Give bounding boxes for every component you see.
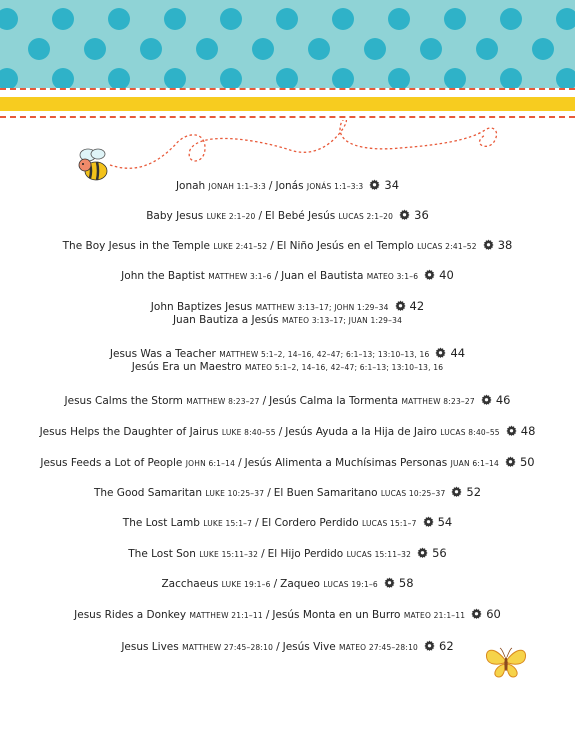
- polka-dot: [108, 8, 130, 30]
- spanish-scripture-ref: JUAN 6:1–14: [450, 459, 499, 468]
- english-scripture-ref: LUKE 2:1–20: [206, 212, 256, 221]
- toc-entry[interactable]: [0, 547, 575, 561]
- yellow-band: [0, 97, 575, 111]
- polka-dot: [500, 8, 522, 30]
- spanish-scripture-ref: LUCAS 15:1–7: [361, 519, 417, 528]
- spanish-scripture-ref: LUCAS 2:1–20: [338, 212, 394, 221]
- spanish-title: Zaqueo: [280, 578, 320, 590]
- polka-dot: [388, 8, 410, 30]
- gear-icon: [505, 456, 516, 467]
- spanish-title: Jesús Ayuda a la Hija de Jairo: [285, 426, 437, 438]
- toc-entry[interactable]: [0, 300, 575, 327]
- english-title: Jonah: [175, 180, 206, 192]
- english-scripture-ref: LUKE 15:11–32: [199, 550, 259, 559]
- spanish-title: Jesús Calma la Tormenta: [269, 395, 399, 407]
- english-scripture-ref: JOHN 6:1–14: [185, 459, 236, 468]
- polka-dot: [532, 38, 554, 60]
- toc-entry-line: [0, 577, 575, 591]
- page-number: 56: [432, 546, 447, 560]
- page-number: 44: [450, 346, 466, 360]
- page-number: 36: [414, 208, 429, 222]
- toc-entry[interactable]: [0, 486, 575, 500]
- english-title: Jesus Calms the Storm: [64, 395, 183, 407]
- title-separator: /: [278, 426, 283, 438]
- title-separator: /: [255, 517, 259, 529]
- spanish-title: Jesús Era un Maestro: [131, 361, 242, 373]
- title-separator: /: [262, 395, 267, 407]
- toc-entry[interactable]: [0, 608, 575, 622]
- page-number: 34: [384, 178, 400, 192]
- toc-entry[interactable]: [0, 209, 575, 223]
- title-separator: /: [270, 240, 274, 252]
- english-title: Jesus Feeds a Lot of People: [40, 457, 183, 469]
- toc-entry-line: [0, 314, 575, 327]
- dashed-stripe-bottom: [0, 116, 575, 118]
- spanish-title: Juan el Bautista: [281, 270, 364, 282]
- english-title: The Good Samaritan: [93, 487, 202, 499]
- gear-icon: [481, 394, 492, 405]
- toc-entry-line: [0, 179, 575, 193]
- english-title: Baby Jesus: [146, 210, 204, 222]
- polka-dot-banner: [0, 0, 575, 88]
- spanish-scripture-ref: LUCAS 2:41–52: [417, 242, 477, 251]
- polka-dot: [276, 68, 298, 88]
- gear-icon: [471, 608, 482, 619]
- toc-entry[interactable]: [0, 425, 575, 439]
- toc-entry-line: [0, 209, 575, 223]
- toc-entry[interactable]: [0, 456, 575, 470]
- english-scripture-ref: JONAH 1:1–3:3: [208, 182, 266, 191]
- spanish-title: El Buen Samaritano: [273, 487, 378, 499]
- title-separator: /: [238, 457, 242, 469]
- toc-entry-line: [0, 425, 575, 439]
- page-number: 62: [439, 639, 454, 653]
- spanish-scripture-ref: MATEO 27:45–28:10: [339, 643, 419, 652]
- spanish-scripture-ref: MATEO 21:1–11: [403, 611, 466, 620]
- polka-dot: [84, 38, 106, 60]
- polka-dot: [220, 68, 242, 88]
- page-number: 48: [520, 424, 536, 438]
- english-scripture-ref: MATTHEW 21:1–11: [189, 611, 263, 620]
- title-separator: /: [261, 548, 265, 560]
- toc-entry[interactable]: [0, 640, 575, 654]
- page-number: 46: [495, 393, 511, 407]
- gear-icon: [483, 239, 494, 250]
- english-scripture-ref: LUKE 10:25–37: [205, 489, 265, 498]
- english-title: Jesus Helps the Daughter of Jairus: [39, 426, 219, 438]
- polka-dot: [164, 68, 186, 88]
- polka-dot: [476, 38, 498, 60]
- polka-dot: [220, 8, 242, 30]
- page-number: 54: [437, 515, 453, 529]
- english-scripture-ref: LUKE 19:1–6: [221, 580, 271, 589]
- title-separator: /: [268, 180, 273, 192]
- spanish-scripture-ref: MATEO 5:1–2, 14–16, 42–47; 6:1–13; 13:10–13, 16: [245, 363, 444, 372]
- polka-dot: [500, 68, 522, 88]
- english-title: Jesus Rides a Donkey: [74, 609, 187, 621]
- title-separator: /: [273, 578, 278, 590]
- spanish-title: El Cordero Perdido: [261, 517, 359, 529]
- toc-entry[interactable]: [0, 577, 575, 591]
- toc-entry-line: [0, 456, 575, 470]
- toc-entry-line: [0, 516, 575, 530]
- gear-icon: [435, 347, 446, 358]
- spanish-scripture-ref: LUCAS 19:1–6: [323, 580, 378, 589]
- toc-entry-line: [0, 361, 575, 374]
- gear-icon: [424, 640, 435, 651]
- english-scripture-ref: LUKE 2:41–52: [213, 242, 268, 251]
- spanish-title: Jonás: [275, 180, 304, 192]
- spanish-scripture-ref: LUCAS 15:11–32: [346, 550, 412, 559]
- toc-entry[interactable]: [0, 516, 575, 530]
- english-scripture-ref: LUKE 8:40–55: [221, 428, 276, 437]
- toc-entry-line: [0, 269, 575, 283]
- spanish-title: Juan Bautiza a Jesús: [172, 314, 279, 326]
- gear-icon: [423, 516, 434, 527]
- spanish-title: El Niño Jesús en el Templo: [276, 240, 414, 252]
- spanish-title: Jesús Vive: [282, 641, 336, 653]
- polka-dot: [52, 68, 74, 88]
- spanish-scripture-ref: LUCAS 8:40–55: [440, 428, 500, 437]
- gear-icon: [384, 577, 395, 588]
- spanish-scripture-ref: LUCAS 10:25–37: [380, 489, 446, 498]
- gear-icon: [369, 179, 380, 190]
- title-separator: /: [265, 609, 270, 621]
- polka-dot: [332, 68, 354, 88]
- english-scripture-ref: MATTHEW 3:1–6: [208, 272, 272, 281]
- english-title: John the Baptist: [121, 270, 205, 282]
- gear-icon: [424, 269, 435, 280]
- page-number: 50: [519, 455, 535, 469]
- english-title: The Boy Jesus in the Temple: [62, 240, 210, 252]
- spanish-scripture-ref: MATEO 3:1–6: [366, 272, 419, 281]
- toc-entry-line: [0, 486, 575, 500]
- gear-icon: [395, 300, 406, 311]
- english-scripture-ref: LUKE 15:1–7: [203, 519, 253, 528]
- polka-dot: [556, 8, 575, 30]
- page-number: 60: [486, 607, 501, 621]
- toc-entry-line: [0, 640, 575, 654]
- spanish-scripture-ref: JONÁS 1:1–3:3: [306, 182, 364, 191]
- title-separator: /: [276, 641, 280, 653]
- page-number: 40: [439, 268, 454, 282]
- english-title: Zacchaeus: [161, 578, 219, 590]
- toc-entry[interactable]: [0, 269, 575, 283]
- dashed-stripe-top: [0, 88, 575, 93]
- english-title: The Lost Son: [128, 548, 196, 560]
- toc-entry[interactable]: [0, 179, 575, 193]
- toc-entry-line: [0, 300, 575, 314]
- spanish-title: Jesús Monta en un Burro: [272, 609, 401, 621]
- toc-entry-line: [0, 347, 575, 361]
- english-scripture-ref: MATTHEW 3:13–17; JOHN 1:29–34: [255, 303, 389, 312]
- gear-icon: [451, 486, 462, 497]
- english-title: John Baptizes Jesus: [150, 301, 253, 313]
- polka-dot: [0, 68, 18, 88]
- toc-entry-line: [0, 394, 575, 408]
- spanish-scripture-ref: MATTHEW 8:23–27: [401, 397, 475, 406]
- polka-dot: [276, 8, 298, 30]
- english-scripture-ref: MATTHEW 8:23–27: [186, 397, 260, 406]
- spanish-title: El Bebé Jesús: [265, 210, 336, 222]
- page-number: 38: [497, 238, 513, 252]
- page-number: 42: [409, 299, 425, 313]
- english-title: The Lost Lamb: [122, 517, 200, 529]
- title-separator: /: [267, 487, 271, 499]
- page-number: 52: [466, 485, 482, 499]
- gear-icon: [417, 547, 428, 558]
- toc-entry-line: [0, 239, 575, 253]
- polka-dot: [364, 38, 386, 60]
- toc-entry-line: [0, 608, 575, 622]
- english-title: Jesus Lives: [121, 641, 179, 653]
- polka-dot: [164, 8, 186, 30]
- polka-dot: [308, 38, 330, 60]
- english-scripture-ref: MATTHEW 5:1–2, 14–16, 42–47; 6:1–13; 13:10–13, 16: [219, 350, 430, 359]
- title-separator: /: [274, 270, 279, 282]
- english-title: Jesus Was a Teacher: [109, 348, 216, 360]
- toc-entry[interactable]: [0, 347, 575, 374]
- spanish-title: Jesús Alimenta a Muchísimas Personas: [244, 457, 448, 469]
- polka-dot: [420, 38, 442, 60]
- polka-dot: [444, 8, 466, 30]
- polka-dot: [444, 68, 466, 88]
- polka-dot: [28, 38, 50, 60]
- polka-dot: [140, 38, 162, 60]
- toc-entry-line: [0, 547, 575, 561]
- english-scripture-ref: MATTHEW 27:45–28:10: [182, 643, 274, 652]
- polka-dot: [556, 68, 575, 88]
- polka-dot: [388, 68, 410, 88]
- polka-dot: [332, 8, 354, 30]
- polka-dot: [0, 8, 18, 30]
- toc-entry[interactable]: [0, 394, 575, 408]
- title-separator: /: [258, 210, 263, 222]
- gear-icon: [506, 425, 517, 436]
- polka-dot: [252, 38, 274, 60]
- polka-dot: [52, 8, 74, 30]
- page-number: 58: [398, 576, 414, 590]
- toc-entry[interactable]: [0, 239, 575, 253]
- polka-dot: [108, 68, 130, 88]
- polka-dot: [196, 38, 218, 60]
- spanish-scripture-ref: MATEO 3:13–17; JUAN 1:29–34: [282, 316, 403, 325]
- spanish-title: El Hijo Perdido: [267, 548, 344, 560]
- gear-icon: [399, 209, 410, 220]
